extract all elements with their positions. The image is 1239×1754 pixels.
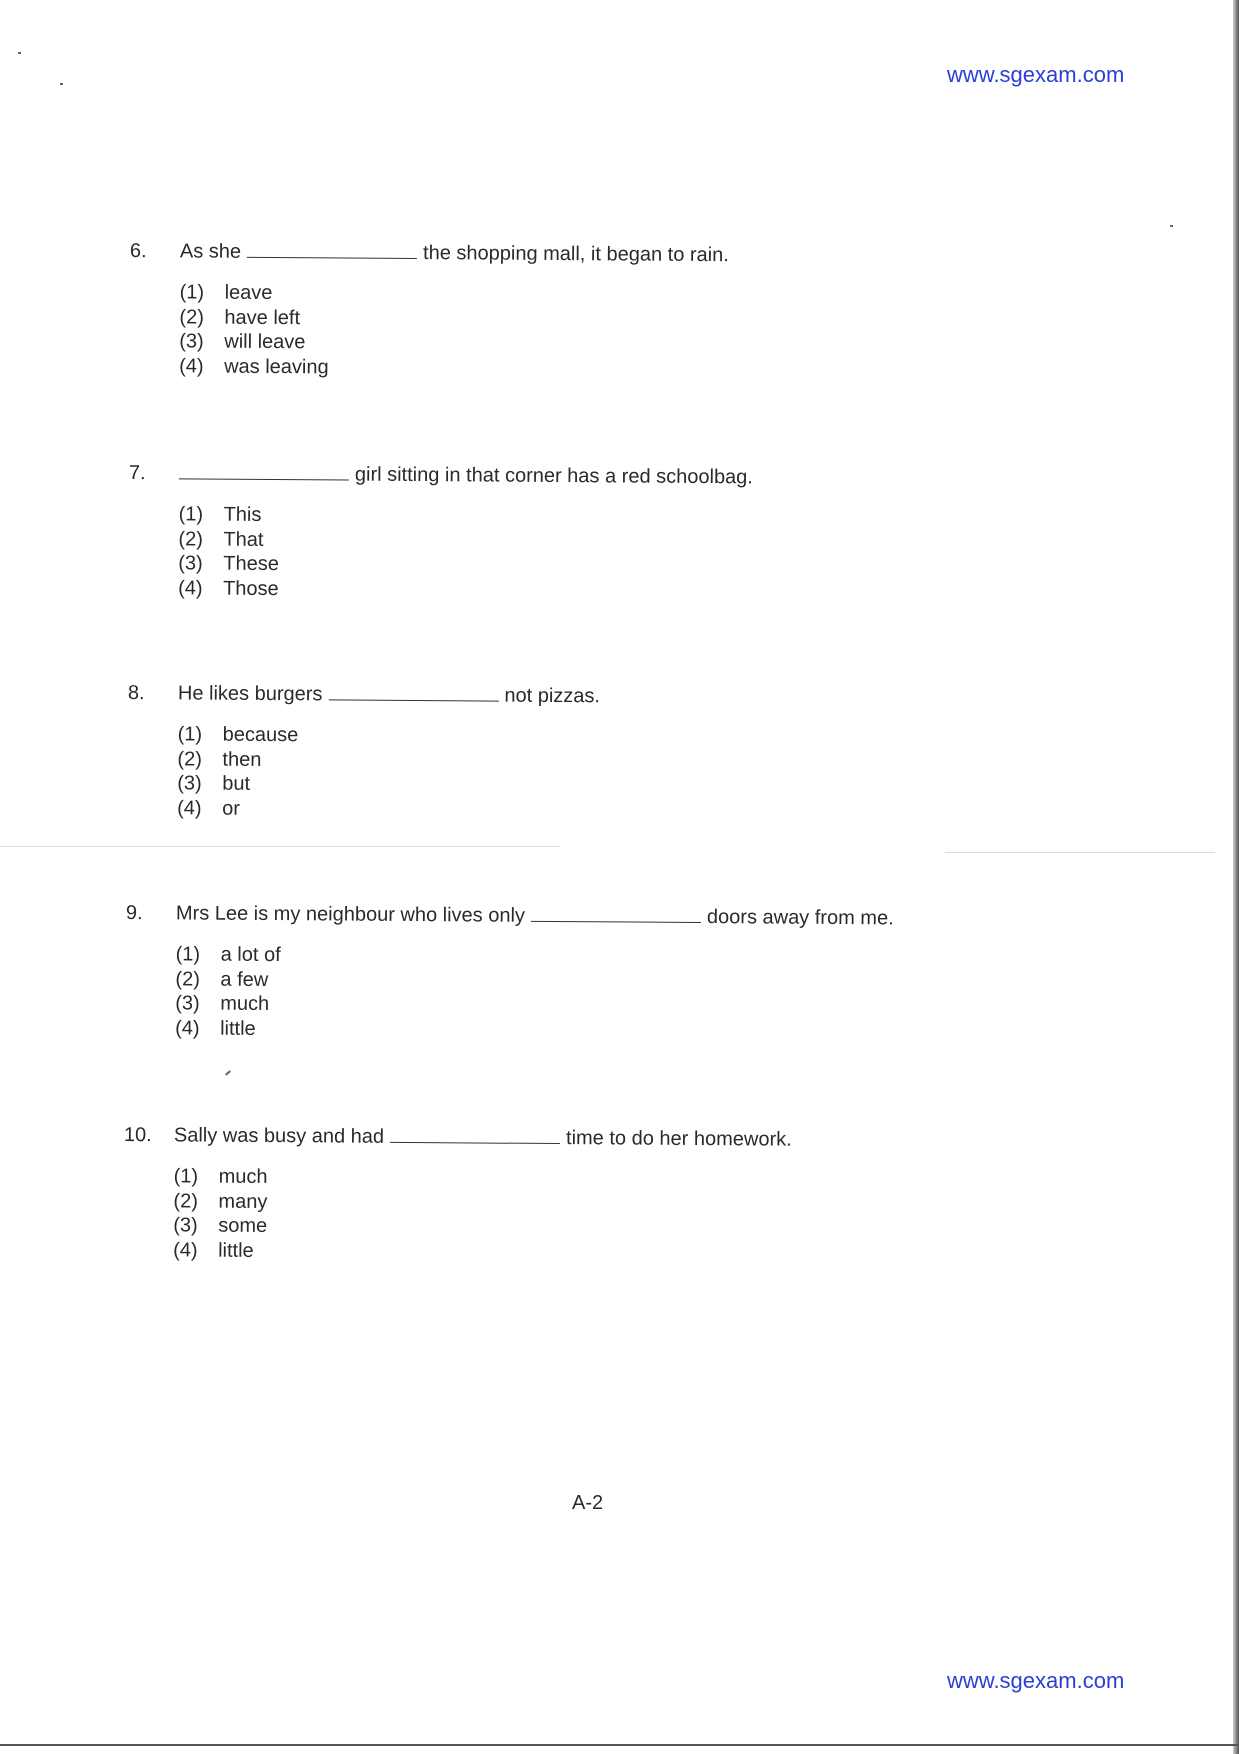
scan-speck bbox=[18, 52, 21, 54]
option-item bbox=[180, 281, 729, 309]
question-text-before: Mrs Lee is my neighbour who lives only bbox=[175, 902, 526, 927]
option-text: was leaving bbox=[224, 355, 329, 378]
answer-blank bbox=[390, 1141, 560, 1144]
question-number: 6. bbox=[129, 240, 147, 263]
question-number: 7. bbox=[128, 462, 146, 485]
option-text: or bbox=[222, 797, 240, 820]
option-item bbox=[175, 1017, 893, 1047]
option-text: little bbox=[220, 1017, 256, 1040]
option-item bbox=[179, 355, 728, 383]
question-number: 8. bbox=[127, 682, 145, 705]
option-item bbox=[178, 577, 752, 606]
scan-bottom-line bbox=[0, 1744, 1239, 1746]
option-list bbox=[178, 503, 753, 605]
scan-speck bbox=[225, 1070, 231, 1075]
option-number: (2) bbox=[175, 967, 200, 991]
option-list bbox=[173, 1165, 791, 1267]
option-text: much bbox=[220, 992, 270, 1016]
scan-speck bbox=[1170, 225, 1173, 227]
scan-faint-line bbox=[0, 846, 560, 847]
question-text-before: As she bbox=[179, 240, 242, 263]
option-text: leave bbox=[224, 281, 273, 304]
question-text-after: doors away from me. bbox=[706, 906, 894, 930]
option-number: (3) bbox=[177, 772, 202, 795]
footer-site-link[interactable]: www.sgexam.com bbox=[947, 1668, 1125, 1693]
option-number: (4) bbox=[179, 354, 204, 378]
option-number: (2) bbox=[179, 305, 204, 329]
option-number: (3) bbox=[175, 992, 200, 1015]
scan-speck bbox=[60, 83, 63, 85]
option-item bbox=[173, 1239, 791, 1268]
scan-edge-shadow bbox=[1233, 0, 1239, 1754]
question-text-after: the shopping mall, it began to rain. bbox=[422, 242, 729, 267]
option-list bbox=[177, 723, 600, 824]
option-number: (2) bbox=[173, 1189, 198, 1213]
question-text-after: not pizzas. bbox=[504, 684, 601, 708]
header-site-link[interactable]: www.sgexam.com bbox=[947, 62, 1125, 87]
option-list bbox=[179, 281, 729, 383]
option-text: That bbox=[223, 528, 264, 551]
question-number: 9. bbox=[125, 902, 143, 925]
option-item bbox=[177, 772, 599, 799]
question-7 bbox=[128, 462, 753, 605]
option-text: many bbox=[218, 1190, 268, 1213]
question-text-after: time to do her homework. bbox=[565, 1127, 792, 1151]
option-text: will leave bbox=[224, 330, 306, 354]
option-number: (4) bbox=[178, 576, 203, 600]
option-number: (4) bbox=[173, 1238, 198, 1262]
option-number: (1) bbox=[175, 943, 201, 966]
question-text-before: He likes burgers bbox=[177, 682, 323, 706]
option-text: a lot of bbox=[220, 943, 281, 967]
scan-faint-line bbox=[945, 852, 1215, 853]
question-text-after: girl sitting in that corner has a red schoolbag. bbox=[354, 463, 753, 489]
option-number: (3) bbox=[178, 552, 203, 575]
option-number: (4) bbox=[175, 1016, 200, 1040]
question-9 bbox=[125, 902, 894, 1046]
option-text: These bbox=[223, 552, 279, 576]
option-text: some bbox=[218, 1214, 268, 1238]
option-text: because bbox=[222, 723, 299, 747]
answer-blank bbox=[247, 256, 417, 259]
option-item bbox=[177, 797, 599, 824]
option-number: (2) bbox=[177, 747, 202, 771]
option-text: much bbox=[218, 1165, 268, 1189]
option-number: (4) bbox=[177, 796, 202, 820]
answer-blank bbox=[328, 698, 498, 701]
question-text-before: Sally was busy and had bbox=[173, 1124, 385, 1148]
option-text: but bbox=[222, 772, 251, 795]
option-text: This bbox=[223, 503, 262, 526]
option-number: (1) bbox=[177, 723, 203, 746]
option-item bbox=[177, 748, 599, 775]
option-number: (3) bbox=[173, 1214, 198, 1237]
option-number: (1) bbox=[173, 1165, 199, 1188]
question-10 bbox=[123, 1124, 792, 1268]
option-text: little bbox=[218, 1239, 254, 1262]
option-text: a few bbox=[220, 968, 269, 991]
option-item bbox=[178, 723, 600, 750]
option-list bbox=[175, 943, 893, 1046]
option-number: (3) bbox=[179, 330, 204, 353]
option-number: (2) bbox=[178, 527, 203, 551]
option-text: then bbox=[222, 748, 262, 771]
answer-blank bbox=[179, 477, 349, 480]
page-number: A-2 bbox=[572, 1492, 604, 1514]
option-text: have left bbox=[224, 306, 301, 329]
answer-blank bbox=[531, 920, 701, 923]
option-item bbox=[173, 1214, 791, 1243]
question-6 bbox=[129, 240, 729, 383]
question-number: 10. bbox=[123, 1124, 152, 1147]
question-8 bbox=[127, 682, 600, 824]
option-number: (1) bbox=[178, 503, 204, 526]
option-number: (1) bbox=[179, 281, 205, 304]
option-text: Those bbox=[223, 577, 279, 600]
